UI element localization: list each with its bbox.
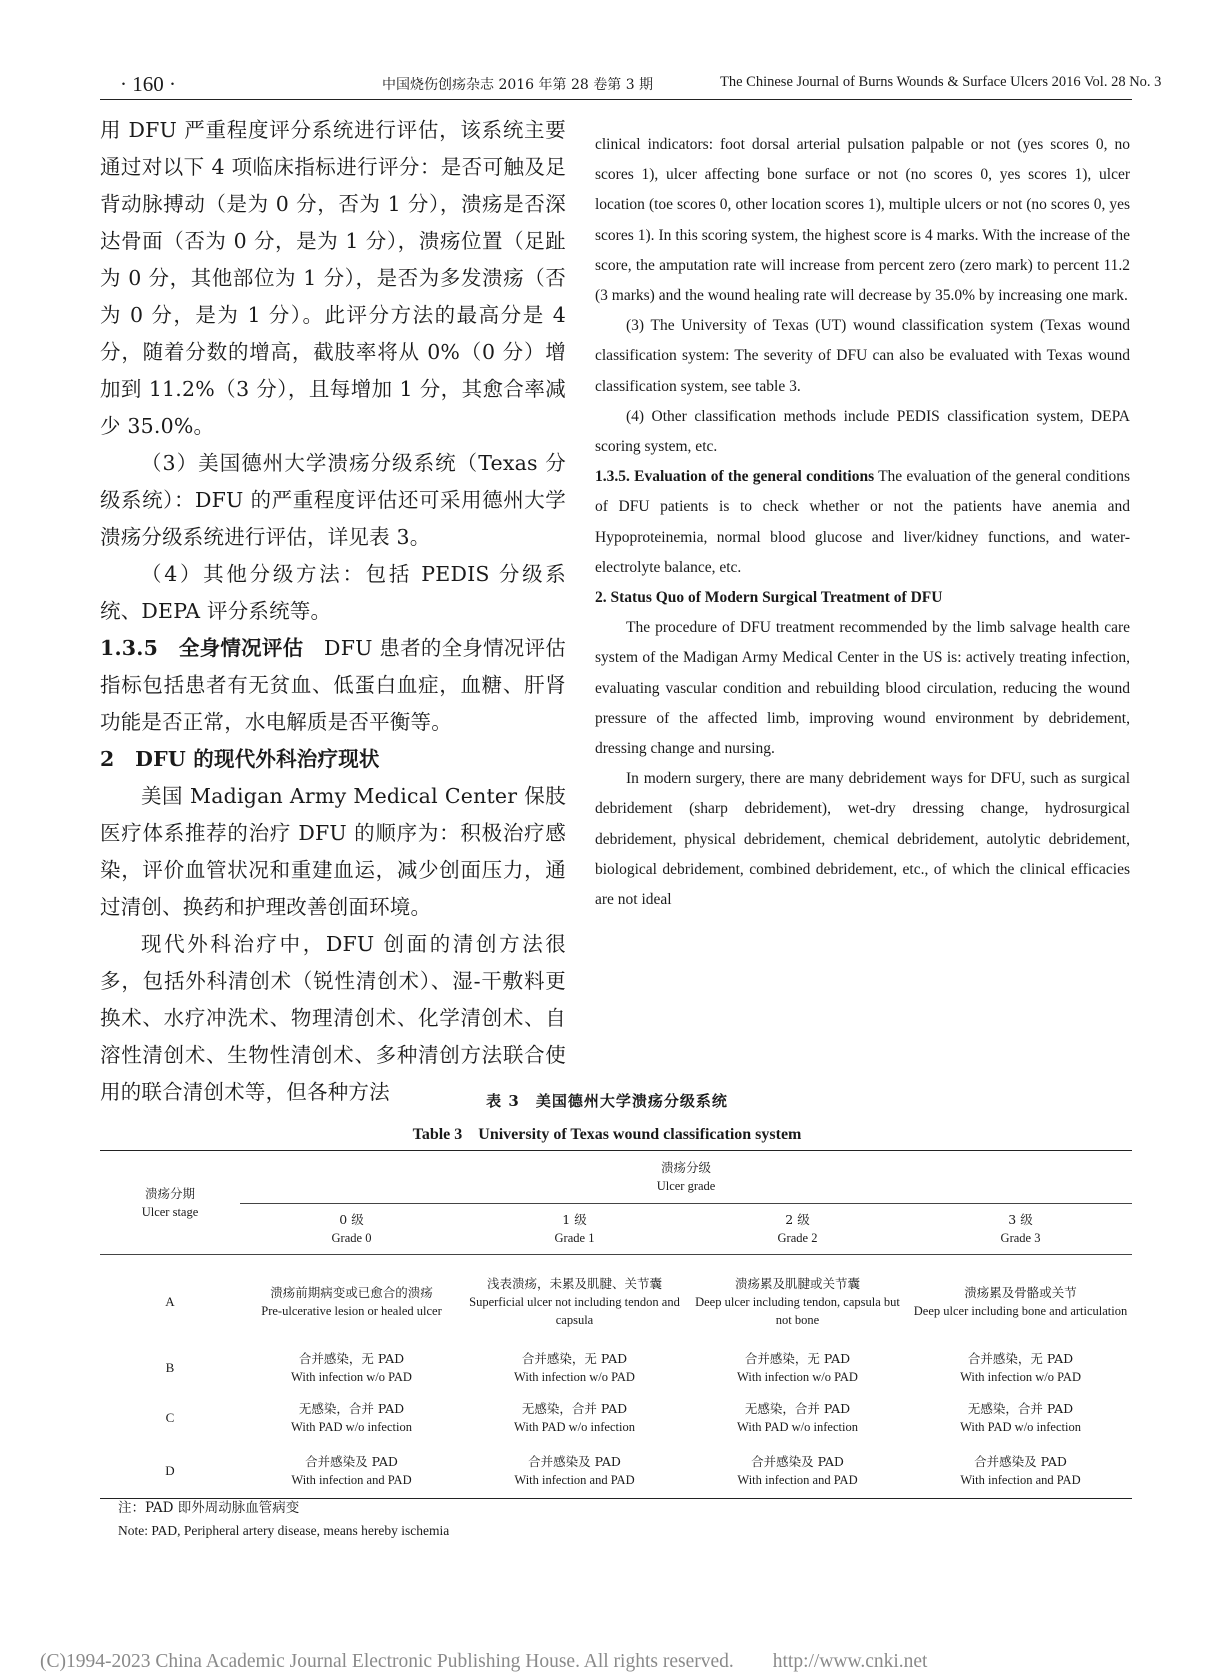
cell-en: With infection w/o PAD bbox=[514, 1370, 635, 1384]
table-cell bbox=[463, 1443, 686, 1499]
cell-cn: 合并感染，无 PAD bbox=[744, 1351, 851, 1366]
stage-header-en: Ulcer stage bbox=[141, 1204, 199, 1219]
left-paragraph-1: 用 DFU 严重程度评分系统进行评估，该系统主要通过对以下 4 项临床指标进行评分：是否可触及足背动脉搏动（是为 0 分，否为 1 分），溃疡是否深达骨面（否为 0 分，是为 1 分），溃疡位置（足趾为 0 分，其他部位为 1 分），是否为多发溃疡（否为 0 分，是为 1 分）。此评分方法的最高分是 4 分，随着分数的增高，截肢率将从 0%（0 分）增加到 11.2%（3 分），且每增加 1 分，其愈合率减少 35.0%。 bbox=[100, 118, 566, 438]
cell-en: Superficial ulcer not including tendon and capsula bbox=[469, 1295, 680, 1327]
right-paragraph-4-body: The evaluation of the general conditions of DFU patients is to check whether or not the patients have anemia and Hypoproteinemia, normal blood glucose and liver/kidney functions, and water-electrolyte balance, etc. bbox=[595, 468, 1130, 576]
cell-en: With PAD w/o infection bbox=[291, 1420, 412, 1434]
cell-cn: 无感染，合并 PAD bbox=[521, 1401, 628, 1416]
stage-header bbox=[100, 1151, 240, 1255]
cell-en: With infection and PAD bbox=[960, 1472, 1081, 1487]
table-row-b bbox=[100, 1343, 1132, 1393]
table-note-en: Note: PAD, Peripheral artery disease, means hereby ischemia bbox=[118, 1523, 450, 1538]
grade-0-en: Grade 0 bbox=[331, 1231, 372, 1245]
section-heading-1-3-5-en: 1.3.5. Evaluation of the general conditions bbox=[595, 468, 875, 486]
table-caption-en: Table 3 University of Texas wound classification system bbox=[412, 1126, 802, 1143]
left-paragraph-4-body: DFU 患者的全身情况评估指标包括患者有无贫血、低蛋白血症，血糖、肝肾功能是否正常，水电解质是否平衡等。 bbox=[100, 636, 566, 734]
right-paragraph-6: In modern surgery, there are many debridement ways for DFU, such as surgical debridement (sharp debridement), wet-dry dressing change, hydrosurgical debridement, physical debridement, chemical debridement, autolytic debridement, biological debridement, combined debridement, etc., of which the clinical efficacies are not ideal bbox=[595, 770, 1130, 909]
running-header bbox=[100, 70, 1162, 100]
left-column-chinese bbox=[100, 112, 566, 1104]
table-note-cn: 注：PAD 即外周动脉血管病变 bbox=[118, 1500, 300, 1516]
grade-header-1 bbox=[463, 1204, 686, 1255]
grade-group-header bbox=[240, 1151, 1132, 1204]
right-paragraph-1: clinical indicators: foot dorsal arterial pulsation palpable or not (yes scores 0, no scores 1), ulcer affecting bone surface or not (no scores 0, yes scores 1), ulcer location (toe scores 0, other location scores 1), multiple ulcers or not (no scores 0, yes scores 1). In this scoring system, the highest score is 4 marks. With the increase of the score, the amputation rate will increase from percent zero (zero mark) to percent 11.2 (3 marks) and the wound healing rate will decrease by 35.0% by increasing one mark. bbox=[595, 136, 1130, 305]
cell-cn: 合并感染，无 PAD bbox=[298, 1351, 405, 1366]
cell-cn: 合并感染，无 PAD bbox=[521, 1351, 628, 1366]
stage-label-a: A bbox=[165, 1294, 175, 1309]
table-cell bbox=[686, 1393, 909, 1443]
grade-header-0 bbox=[240, 1204, 463, 1255]
cell-cn: 无感染，合并 PAD bbox=[967, 1401, 1074, 1416]
table-cell bbox=[463, 1393, 686, 1443]
table-caption-cn: 表 3 美国德州大学溃疡分级系统 bbox=[486, 1092, 728, 1110]
journal-title-cn: 中国烧伤创疡杂志 2016 年第 28 卷第 3 期 bbox=[382, 77, 654, 93]
cell-en: Pre-ulcerative lesion or healed ulcer bbox=[261, 1304, 442, 1318]
stage-label-c: C bbox=[165, 1410, 175, 1425]
page-number: · 160 · bbox=[120, 72, 176, 96]
left-paragraph-4 bbox=[100, 630, 566, 741]
table-cell bbox=[463, 1343, 686, 1393]
table-cell bbox=[240, 1393, 463, 1443]
table-cell bbox=[240, 1443, 463, 1499]
right-column-english bbox=[595, 130, 1130, 1060]
copyright-footer: (C)1994-2023 China Academic Journal Electronic Publishing House. All rights reserved. http://www.cnki.net bbox=[40, 1651, 928, 1672]
stage-label-d: D bbox=[100, 1443, 240, 1499]
stage-label-b: B bbox=[165, 1360, 175, 1375]
cell-en: Deep ulcer including tendon, capsula but not bone bbox=[695, 1295, 900, 1327]
grade-1-cn: 1 级 bbox=[562, 1212, 587, 1227]
section-heading-2-cn-text: 2 DFU 的现代外科治疗现状 bbox=[100, 747, 380, 771]
cell-cn: 溃疡前期病变或已愈合的溃疡 bbox=[270, 1285, 433, 1300]
left-paragraph-5: 美国 Madigan Army Medical Center 保肢医疗体系推荐的治疗 DFU 的顺序为：积极治疗感染，评价血管状况和重建血运，减少创面压力，通过清创、换药和护理改善创面环境。 bbox=[100, 784, 566, 919]
cell-cn: 合并感染，无 PAD bbox=[967, 1351, 1074, 1366]
section-heading-2-en bbox=[595, 583, 1130, 613]
table-cell bbox=[240, 1343, 463, 1393]
grade-header-2 bbox=[686, 1204, 909, 1255]
grade-3-cn: 3 级 bbox=[1008, 1212, 1033, 1227]
cell-en: With infection w/o PAD bbox=[737, 1370, 858, 1384]
cell-en: With infection and PAD bbox=[291, 1472, 412, 1487]
texas-classification-table bbox=[100, 1150, 1132, 1499]
table-cell bbox=[909, 1343, 1132, 1393]
left-paragraph-3: （4）其他分级方法：包括 PEDIS 分级系统、DEPA 评分系统等。 bbox=[100, 562, 566, 623]
table-cell bbox=[686, 1443, 909, 1499]
table-cell bbox=[909, 1443, 1132, 1499]
grade-0-cn: 0 级 bbox=[339, 1212, 364, 1227]
right-paragraph-4 bbox=[595, 462, 1130, 583]
grade-header-3 bbox=[909, 1204, 1132, 1255]
section-heading-2-cn bbox=[100, 741, 566, 778]
right-paragraph-5: The procedure of DFU treatment recommended by the limb salvage health care system of the Madigan Army Medical Center in the US is: actively treating infection, evaluating vascular condition and rebuilding blood circulation, reducing the wound pressure of the affected limb, improving wound environment by debridement, dressing change and nursing. bbox=[595, 619, 1130, 758]
grade-2-cn: 2 级 bbox=[785, 1212, 810, 1227]
section-heading-2-en-text: 2. Status Quo of Modern Surgical Treatment of DFU bbox=[595, 589, 943, 607]
cell-cn: 合并感染及 PAD bbox=[305, 1453, 398, 1469]
cell-cn: 溃疡累及骨骼或关节 bbox=[964, 1285, 1077, 1300]
grade-group-header-cn: 溃疡分级 bbox=[661, 1160, 712, 1175]
cell-cn: 合并感染及 PAD bbox=[974, 1453, 1067, 1469]
cell-cn: 无感染，合并 PAD bbox=[298, 1401, 405, 1416]
stage-header-cn: 溃疡分期 bbox=[144, 1185, 195, 1201]
grade-3-en: Grade 3 bbox=[1000, 1231, 1041, 1245]
table-cell bbox=[240, 1255, 463, 1344]
left-paragraph-2: （3）美国德州大学溃疡分级系统（Texas 分级系统）：DFU 的严重程度评估还可采用德州大学溃疡分级系统进行评估，详见表 3。 bbox=[100, 451, 566, 549]
cell-en: Deep ulcer including bone and articulation bbox=[913, 1304, 1128, 1318]
cell-cn: 无感染，合并 PAD bbox=[744, 1401, 851, 1416]
cell-en: With PAD w/o infection bbox=[737, 1420, 858, 1434]
left-paragraph-6: 现代外科治疗中，DFU 创面的清创方法很多，包括外科清创术（锐性清创术）、湿-干敷料更换术、水疗冲洗术、物理清创术、化学清创术、自溶性清创术、生物性清创术、多种清创方法联合使用的联合清创术等，但各种方法 bbox=[100, 932, 566, 1104]
right-paragraph-2: (3) The University of Texas (UT) wound classification system (Texas wound classification system: The severity of DFU can also be evaluated with Texas wound classification system, see table 3. bbox=[595, 317, 1130, 395]
table-row-c bbox=[100, 1393, 1132, 1443]
cell-en: With infection and PAD bbox=[737, 1472, 858, 1487]
grade-1-en: Grade 1 bbox=[554, 1231, 595, 1245]
grade-group-header-en: Ulcer grade bbox=[656, 1179, 716, 1193]
cell-en: With infection w/o PAD bbox=[960, 1370, 1081, 1384]
table-row-d bbox=[100, 1443, 1132, 1499]
table-cell bbox=[909, 1393, 1132, 1443]
cell-en: With PAD w/o infection bbox=[960, 1420, 1081, 1434]
section-heading-1-3-5: 1.3.5 全身情况评估 bbox=[100, 636, 304, 660]
cell-cn: 合并感染及 PAD bbox=[528, 1453, 621, 1469]
table-cell bbox=[686, 1255, 909, 1344]
journal-title-en: The Chinese Journal of Burns Wounds & Surface Ulcers 2016 Vol. 28 No. 3 bbox=[720, 74, 1162, 90]
table-cell bbox=[686, 1343, 909, 1393]
cell-cn: 浅表溃疡，未累及肌腱、关节囊 bbox=[486, 1276, 662, 1291]
cell-en: With infection and PAD bbox=[514, 1472, 635, 1487]
header-rule bbox=[100, 99, 1132, 100]
table-cell bbox=[909, 1255, 1132, 1344]
right-paragraph-3: (4) Other classification methods include PEDIS classification system, DEPA scoring system, etc. bbox=[595, 407, 1130, 456]
cell-en: With PAD w/o infection bbox=[514, 1420, 635, 1434]
table-row-a bbox=[100, 1255, 1132, 1344]
cell-en: With infection w/o PAD bbox=[291, 1370, 412, 1384]
cell-cn: 溃疡累及肌腱或关节囊 bbox=[734, 1276, 860, 1291]
grade-2-en: Grade 2 bbox=[777, 1231, 818, 1245]
table-cell bbox=[463, 1255, 686, 1344]
cell-cn: 合并感染及 PAD bbox=[751, 1453, 844, 1469]
